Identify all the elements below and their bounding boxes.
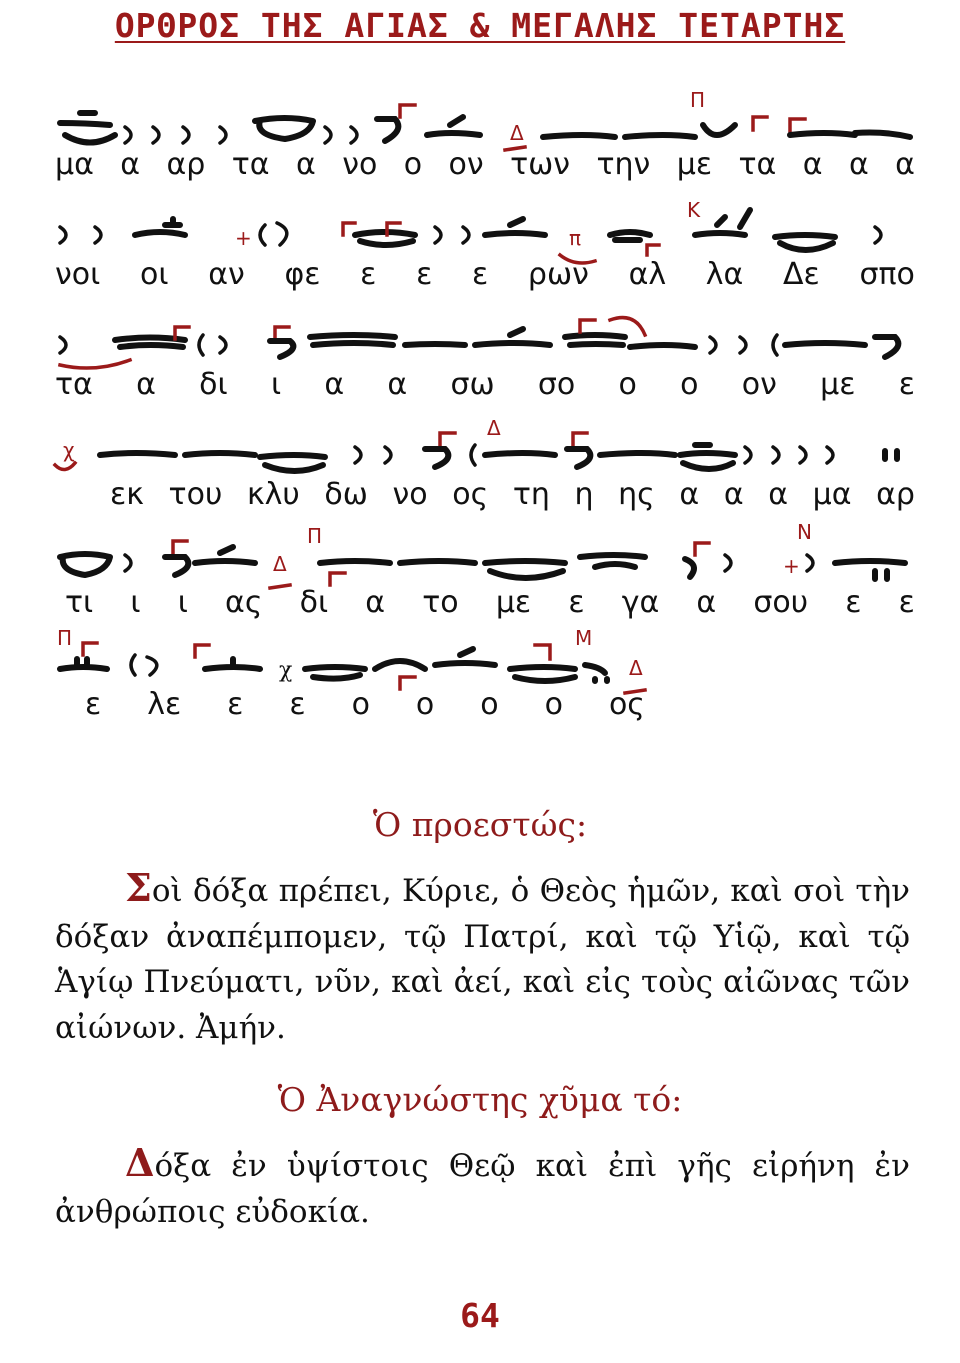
syllable: Δε xyxy=(783,257,820,292)
syllable: ο xyxy=(351,687,370,722)
syllable: λε xyxy=(147,687,182,722)
lyrics-line-6 xyxy=(55,687,645,727)
syllable: μα xyxy=(55,147,94,182)
music-line-3 xyxy=(55,315,915,407)
syllable: ε xyxy=(898,585,915,620)
syllable: α xyxy=(365,585,386,620)
prayer-paragraph xyxy=(55,1140,910,1235)
drop-cap: Σ xyxy=(125,865,152,910)
syllable: κλυ xyxy=(246,477,300,512)
prayer-text: όξα ἐν ὑψίστοις Θεῷ καὶ ἐπὶ γῆς εἰρήνη ἐν ἀνθρώποις εὐδοκία. xyxy=(55,1148,910,1230)
syllable: τι xyxy=(65,585,94,620)
prayer-text: οὶ δόξα πρέπει, Κύριε, ὁ Θεὸς ἡμῶν, καὶ σοὶ τὴν δόξαν ἀναπέμπομεν, τῷ Πατρί, καὶ τῷ Υἱῷ, καὶ τῷ Ἁγίῳ Πνεύματι, νῦν, καὶ ἀεί, καὶ εἰς τοὺς αἰῶνας τῶν αἰώνων. Ἀμήν. xyxy=(55,873,910,1046)
syllable: σπο xyxy=(859,257,915,292)
syllable: λα xyxy=(705,257,744,292)
drop-cap: Δ xyxy=(125,1140,155,1185)
syllable: ι xyxy=(270,367,282,402)
red-mark-delta: Δ xyxy=(510,121,524,145)
syllable: α xyxy=(120,147,141,182)
syllable: α xyxy=(802,147,823,182)
lyrics-line-2 xyxy=(55,257,915,297)
syllable: α xyxy=(296,147,316,182)
syllable: το xyxy=(422,585,459,620)
prayer-doxology xyxy=(55,865,910,1051)
syllable: ε xyxy=(898,367,915,402)
neume-row-3 xyxy=(55,315,915,375)
red-mark-chi: χ xyxy=(63,438,75,462)
neume-row-4 xyxy=(55,416,915,485)
lyrics-line-1 xyxy=(55,147,915,187)
syllable: ε xyxy=(568,585,585,620)
syllable: ο xyxy=(544,687,563,722)
syllable: με xyxy=(676,147,713,182)
syllable: ε xyxy=(289,687,306,722)
syllable: ρων xyxy=(527,257,589,292)
syllable: τα xyxy=(231,147,270,182)
syllable: οι xyxy=(139,257,169,292)
syllable: ον xyxy=(448,147,484,182)
red-mark-pi-2: Π xyxy=(307,524,323,548)
section-heading-reader: Ὁ Ἀναγνώστης χῦμα τό: xyxy=(277,1080,683,1119)
syllable: ι xyxy=(177,585,188,620)
syllable: ος xyxy=(608,687,645,722)
lyrics-line-4 xyxy=(55,477,915,517)
syllable: ον xyxy=(741,367,777,402)
red-mark-delta-4: Δ xyxy=(629,656,643,680)
syllable: ε xyxy=(360,257,377,292)
chi-mark: χ xyxy=(279,658,293,683)
syllable: η xyxy=(574,477,594,512)
syllable: ο xyxy=(403,147,423,182)
music-line-1 xyxy=(55,88,915,187)
syllable: α xyxy=(768,477,788,512)
syllable: μα xyxy=(812,477,852,512)
syllable: δω xyxy=(324,477,368,512)
syllable: ο xyxy=(618,367,637,402)
neume-row-6 xyxy=(55,626,915,695)
syllable: α xyxy=(136,367,156,402)
syllable: με xyxy=(495,585,532,620)
syllable: α xyxy=(679,477,700,512)
syllable: με xyxy=(820,367,856,402)
syllable: ος xyxy=(452,477,489,512)
syllable: του xyxy=(168,477,223,512)
svg-text:+: + xyxy=(235,226,252,250)
svg-text:+: + xyxy=(783,554,800,578)
music-line-6 xyxy=(55,626,915,727)
syllable: ι xyxy=(130,585,141,620)
syllable: α xyxy=(696,585,717,620)
lyrics-line-3 xyxy=(55,367,915,407)
red-mark-nu: Ν xyxy=(797,520,812,544)
syllable: αρ xyxy=(876,477,915,512)
syllable: σο xyxy=(537,367,576,402)
syllable: α xyxy=(723,477,744,512)
syllable: νοι xyxy=(55,257,101,292)
syllable: ε xyxy=(85,687,102,722)
syllable: την xyxy=(596,147,651,182)
syllable: νο xyxy=(392,477,428,512)
music-line-2 xyxy=(55,198,915,297)
syllable: γα xyxy=(621,585,660,620)
syllable: δι xyxy=(199,367,228,402)
prayer-paragraph xyxy=(55,865,910,1051)
red-mark-small-pi: π xyxy=(569,226,582,250)
syllable: ης xyxy=(618,477,655,512)
syllable: αρ xyxy=(166,147,206,182)
lyrics-line-5 xyxy=(55,585,915,625)
red-mark-delta-3: Δ xyxy=(273,552,287,576)
syllable: ε xyxy=(416,257,433,292)
page-number: 64 xyxy=(460,1296,500,1335)
syllable: δι xyxy=(299,585,329,620)
syllable: σω xyxy=(450,367,495,402)
syllable: ο xyxy=(680,367,699,402)
syllable: ε xyxy=(845,585,862,620)
syllable: τη xyxy=(512,477,550,512)
prayer-gloria xyxy=(55,1140,910,1235)
syllable: αν xyxy=(208,257,245,292)
syllable: α xyxy=(324,367,345,402)
syllable: τα xyxy=(738,147,777,182)
red-mark-pi-3: Π xyxy=(57,626,73,650)
music-line-5 xyxy=(55,520,915,625)
neume-row-5 xyxy=(55,520,915,593)
syllable: ο xyxy=(415,687,435,722)
syllable: νο xyxy=(342,147,378,182)
neume-row-1 xyxy=(55,88,915,155)
syllable: των xyxy=(510,147,571,182)
syllable: εκ xyxy=(110,477,144,512)
syllable: φε xyxy=(284,257,321,292)
syllable: αλ xyxy=(628,257,667,292)
red-mark-kappa: Κ xyxy=(687,198,701,222)
syllable: α xyxy=(387,367,408,402)
syllable: ο xyxy=(480,687,499,722)
music-line-4 xyxy=(55,416,915,517)
red-mark-delta-2: Δ xyxy=(487,416,501,440)
neume-row-2 xyxy=(55,198,915,265)
red-mark-mu: Μ xyxy=(575,626,593,650)
section-heading-proestos: Ὁ προεστώς: xyxy=(372,805,588,844)
page-header-title: ΟΡΘΡΟΣ ΤΗΣ ΑΓΙΑΣ & ΜΕΓΑΛΗΣ ΤΕΤΑΡΤΗΣ xyxy=(114,6,846,45)
syllable: ε xyxy=(472,257,489,292)
syllable: α xyxy=(895,147,915,182)
syllable: ε xyxy=(227,687,244,722)
syllable: ας xyxy=(225,585,263,620)
syllable: τα xyxy=(55,367,93,402)
syllable: σου xyxy=(753,585,809,620)
red-mark-pi: Π xyxy=(690,88,706,112)
syllable: α xyxy=(848,147,869,182)
